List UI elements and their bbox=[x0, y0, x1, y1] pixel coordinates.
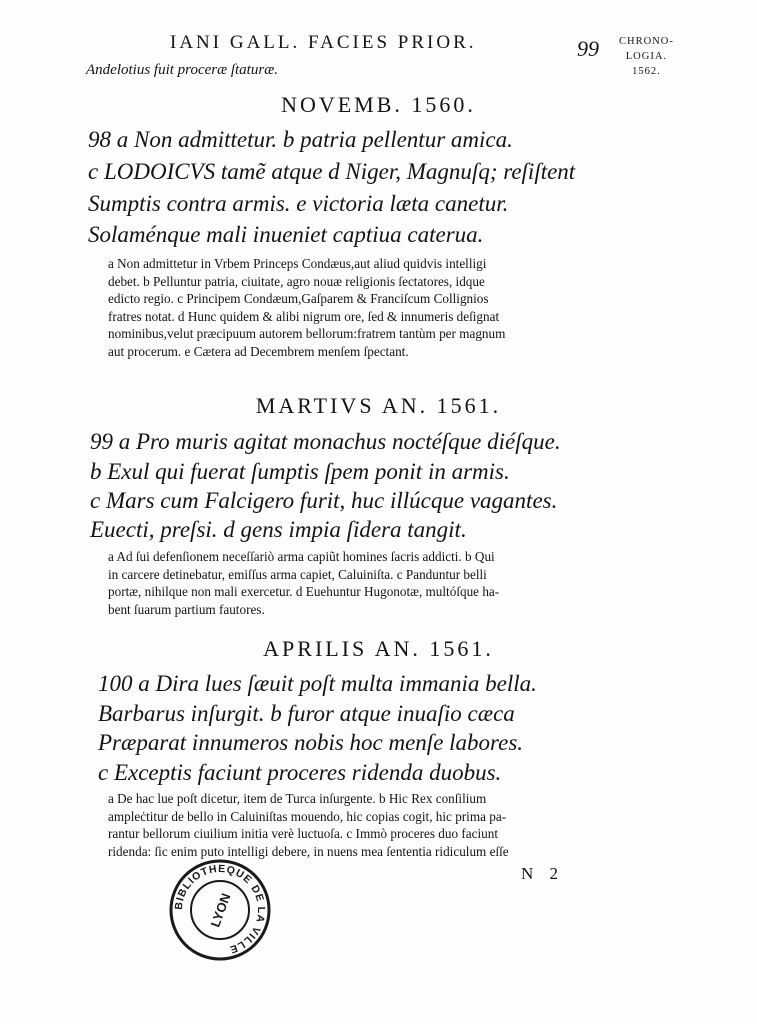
verse-line: Euecti, preſsi. d gens impia ſidera tangit. bbox=[90, 517, 467, 542]
commentary-line: rantur bellorum ciuilium initia verè luctuoſa. c Immò proceres duo faciunt bbox=[108, 826, 499, 841]
commentary-line: a Non admittetur in Vrbem Princeps Condæus,aut aliud quidvis intelligi bbox=[108, 256, 487, 271]
marginal-note-line: LOGIA. bbox=[625, 51, 668, 62]
stamp-center-text: LYON bbox=[207, 891, 234, 930]
library-stamp-icon bbox=[168, 858, 272, 962]
stamp-ring-text: BIBLIOTHEQUE DE LA VILLE bbox=[172, 862, 268, 956]
verse-line: c LODOICVS tamẽ atque d Niger, Magnuſq; reſiſtent bbox=[88, 159, 576, 184]
commentary-line: fratres notat. d Hunc quidem & alibi nigrum ore, ſed & innumeris deſignat bbox=[108, 308, 500, 324]
marginal-note-line: CHRONO- bbox=[619, 36, 674, 47]
commentary-line: ampleċtitur de bello in Caluiniſtas mouendo, hic copias cogit, hic prima pa- bbox=[108, 808, 507, 824]
month-heading: APRILIS AN. 1561. bbox=[263, 636, 494, 661]
verse-line: 99 a Pro muris agitat monachus noctéſque diéſque. bbox=[90, 429, 561, 454]
verse-line: Præparat innumeros nobis hoc menſe labores. bbox=[98, 730, 524, 755]
verse-line: Solaménque mali inueniet captiua caterua. bbox=[88, 222, 484, 247]
commentary-block bbox=[108, 255, 626, 360]
verse-line: b Exul qui fuerat ſumptis ſpem ponit in armis. bbox=[90, 459, 510, 484]
verse-line: Sumptis contra armis. e victoria læta canetur. bbox=[88, 191, 509, 216]
marginal-note bbox=[619, 34, 674, 79]
commentary-line: nominibus,velut præcipuum autorem bellorum:fratrem tantùm per magnum bbox=[108, 326, 506, 341]
commentary-block bbox=[108, 548, 626, 618]
commentary-block bbox=[108, 790, 626, 860]
verse-line: 98 a Non admittetur. b patria pellentur amica. bbox=[88, 127, 513, 152]
month-heading: MARTIVS AN. 1561. bbox=[255, 393, 502, 418]
month-heading: NOVEMB. 1560. bbox=[281, 92, 476, 117]
verse-line: c Exceptis faciunt proceres ridenda duobus. bbox=[98, 760, 502, 785]
verse-line: 100 a Dira lues ſæuit poſt multa immania bella. bbox=[98, 671, 537, 696]
commentary-line: in carcere detinebatur, emiſſus arma capiet, Caluiniſta. c Panduntur belli bbox=[108, 566, 487, 582]
commentary-line: bent ſuarum partium fautores. bbox=[108, 601, 265, 617]
verse-line: c Mars cum Falcigero furit, huc illúcque vagantes. bbox=[90, 488, 558, 513]
commentary-line: ridenda: ſic enim puto intelligi debere, in nuens mea ſententia ridiculum eſſe bbox=[108, 843, 509, 859]
marginal-note-line: 1562. bbox=[632, 66, 661, 77]
commentary-line: a Ad ſui defenſionem neceſſariò arma capiũt homines ſacris addicti. b Qui bbox=[108, 549, 495, 564]
commentary-line: portæ, nihilque non mali exercetur. d Euehuntur Hugonotæ, multóſque ha- bbox=[108, 584, 500, 599]
commentary-line: edicto regio. c Principem Condæum,Gaſparem & Franciſcum Collignios bbox=[108, 291, 489, 306]
signature-mark: N 2 bbox=[521, 864, 565, 883]
top-line: Andelotius fuit proceræ ſtaturæ. bbox=[86, 62, 278, 78]
commentary-line: a De hac lue poſt dicetur, item de Turca inſurgente. b Hic Rex conſilium bbox=[108, 791, 487, 806]
running-header: IANI GALL. FACIES PRIOR. bbox=[170, 32, 477, 53]
verse-line: Barbarus inſurgit. b furor atque inuaſio cæca bbox=[98, 701, 515, 726]
page-number: 99 bbox=[577, 36, 599, 61]
commentary-line: aut procerum. e Cætera ad Decembrem menſem ſpectant. bbox=[108, 343, 409, 359]
commentary-line: debet. b Pelluntur patria, ciuitate, agro nouæ religionis ſectatores, idque bbox=[108, 273, 485, 289]
